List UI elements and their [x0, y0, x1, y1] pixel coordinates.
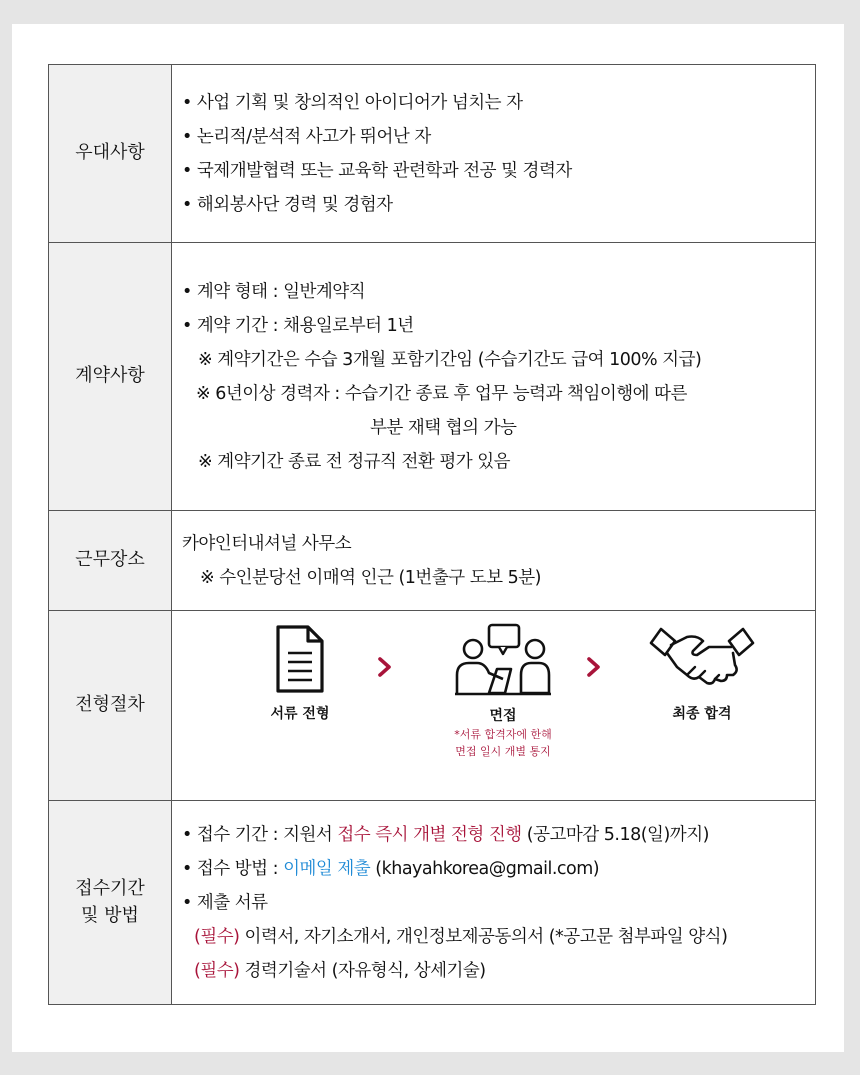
chevron-right-icon [584, 655, 604, 679]
process-step-document [220, 623, 380, 723]
process-step-note: *서류 합격자에 한해 [454, 727, 552, 741]
process-step-title: 면접 [489, 707, 517, 724]
process-row [49, 611, 816, 801]
required-docs-line: (필수) 경력기술서 (자유형식, 상세기술) [194, 960, 486, 981]
required-docs-line: (필수) 이력서, 자기소개서, 개인정보제공동의서 (*공고문 첨부파일 양식) [194, 926, 728, 947]
location-office: 카야인터내셔널 사무소 [182, 533, 352, 554]
process-step-title: 서류 전형 [270, 705, 330, 722]
email-submission-link[interactable]: 이메일 제출 [283, 858, 371, 879]
application-content [172, 801, 816, 1005]
contract-item: • 계약 기간 : 채용일로부터 1년 [182, 315, 414, 336]
document-icon [268, 623, 332, 695]
preferred-content [172, 65, 816, 243]
handshake-icon [647, 623, 757, 695]
location-label: 근무장소 [49, 511, 172, 611]
application-label [49, 801, 172, 1005]
process-flow [172, 615, 815, 797]
contract-item: • 계약 형태 : 일반계약직 [182, 281, 366, 302]
contract-label: 계약사항 [49, 243, 172, 511]
chevron-right-icon [375, 655, 395, 679]
required-tag: (필수) [194, 926, 240, 947]
preferred-row [49, 65, 816, 243]
contract-note: ※ 계약기간은 수습 3개월 포함기간임 (수습기간도 급여 100% 지급) [198, 349, 702, 370]
application-label-line: 접수기간 [75, 878, 145, 900]
application-docs-title: • 제출 서류 [182, 892, 268, 913]
process-step-title: 최종 합격 [672, 705, 732, 722]
preferred-label: 우대사항 [49, 65, 172, 243]
application-label-line: 및 방법 [81, 904, 139, 926]
recruitment-info-table [48, 64, 816, 1005]
process-step-final [622, 623, 782, 723]
period-highlight: 접수 즉시 개별 전형 진행 [337, 824, 522, 845]
preferred-item: • 사업 기획 및 창의적인 아이디어가 넘치는 자 [182, 92, 523, 113]
preferred-item: • 해외봉사단 경력 및 경험자 [182, 194, 393, 215]
location-content [172, 511, 816, 611]
application-row [49, 801, 816, 1005]
contract-content [172, 243, 816, 511]
process-label: 전형절차 [49, 611, 172, 801]
preferred-item: • 논리적/분석적 사고가 뛰어난 자 [182, 126, 431, 147]
process-content [172, 611, 816, 801]
process-step-interview [423, 623, 583, 759]
application-method: • 접수 방법 : 이메일 제출 (khayahkorea@gmail.com) [182, 858, 600, 879]
preferred-item: • 국제개발협력 또는 교육학 관련학과 전공 및 경력자 [182, 160, 572, 181]
required-tag: (필수) [194, 960, 240, 981]
interview-icon [451, 623, 555, 699]
contract-note: 부분 재택 협의 가능 [370, 417, 517, 438]
application-period: • 접수 기간 : 지원서 접수 즉시 개별 전형 진행 (공고마감 5.18(일)까지) [182, 824, 709, 845]
contract-row [49, 243, 816, 511]
contract-note: ※ 6년이상 경력자 : 수습기간 종료 후 업무 능력과 책임이행에 따른 [196, 383, 687, 404]
location-row [49, 511, 816, 611]
contract-note: ※ 계약기간 종료 전 정규직 전환 평가 있음 [198, 451, 511, 472]
process-step-note: 면접 일시 개별 통지 [455, 744, 551, 758]
location-note: ※ 수인분당선 이매역 인근 (1번출구 도보 5분) [200, 567, 541, 588]
page-frame [12, 24, 844, 1052]
